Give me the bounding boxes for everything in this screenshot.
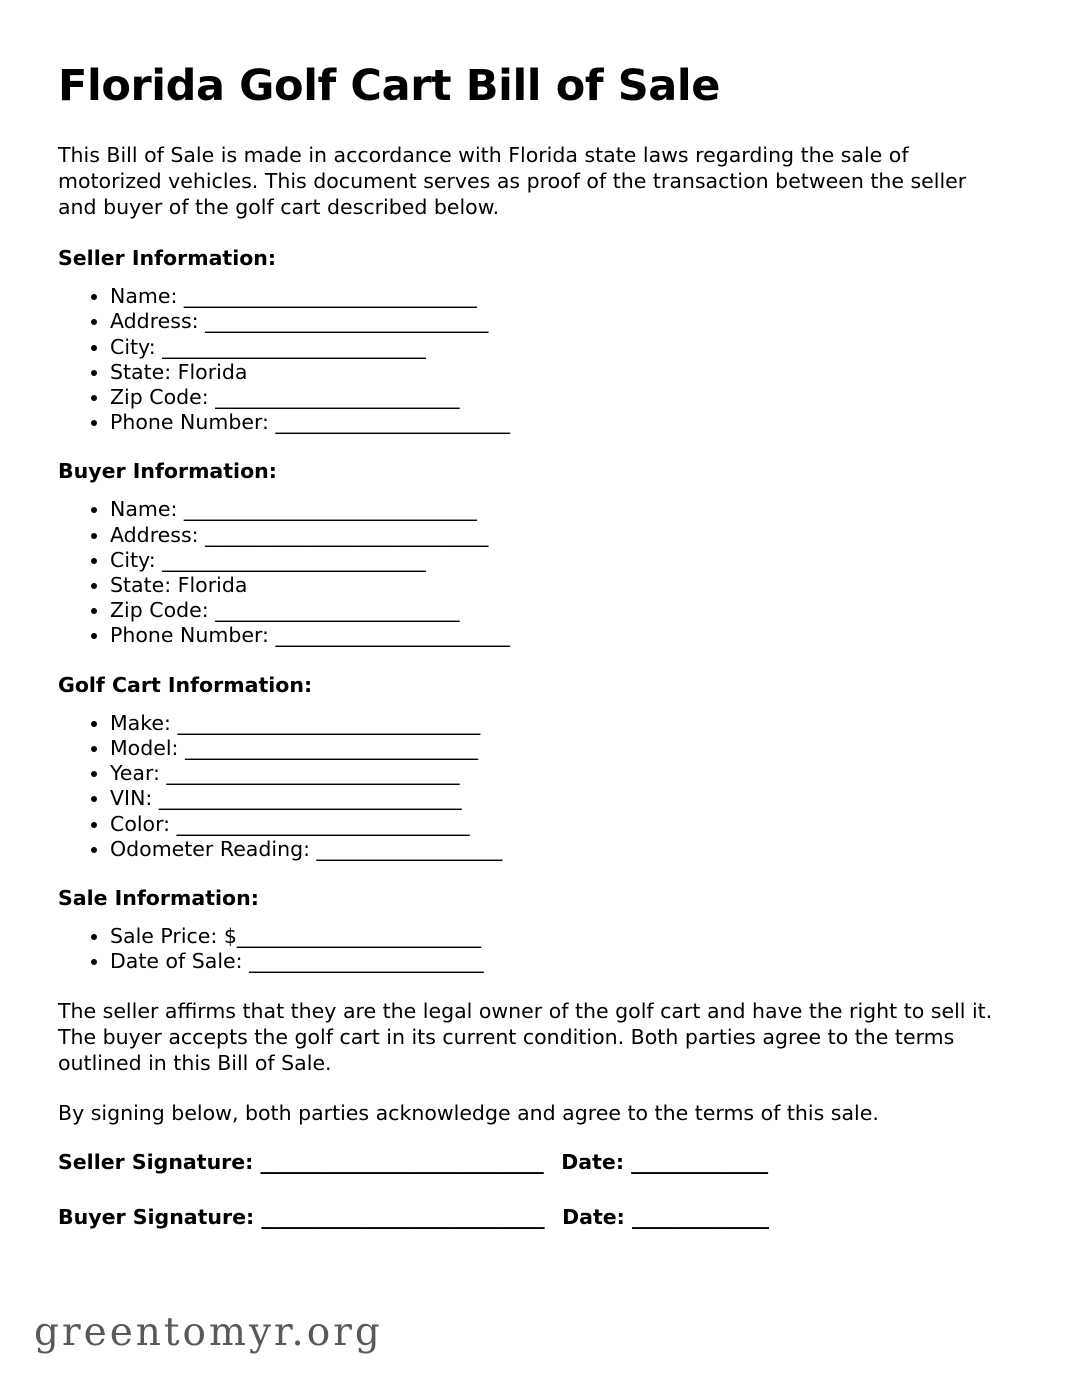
sale-information-heading: Sale Information: [58, 885, 259, 910]
field-blank[interactable]: _____________________________ [205, 522, 488, 547]
seller-signature-label: Seller Signature: [58, 1150, 261, 1175]
list-item [110, 786, 1013, 811]
list-item [110, 497, 1013, 522]
field-label: Name: [110, 284, 184, 309]
field-label: State: Florida [110, 573, 248, 598]
field-blank[interactable]: _________________________ [215, 598, 459, 623]
acknowledgement-paragraph: By signing below, both parties acknowledge and agree to the terms of this sale. [58, 1101, 879, 1126]
list-item [110, 949, 1013, 974]
list-item [110, 711, 1013, 736]
list-item [110, 623, 1013, 648]
buyer-signature-blank[interactable]: _____________________________ [261, 1205, 545, 1230]
field-label: City: [110, 547, 163, 572]
buyer-date-blank[interactable]: ______________ [632, 1205, 769, 1230]
field-label: Year: [110, 761, 167, 786]
list-item [110, 924, 1013, 949]
list-item [110, 309, 1013, 334]
field-label: Zip Code: [110, 598, 216, 623]
buyer-signature-label: Buyer Signature: [58, 1205, 262, 1230]
field-blank[interactable]: ___________________________ [162, 547, 426, 572]
buyer-date-label: Date: [562, 1205, 633, 1230]
field-label: Odometer Reading: [110, 836, 317, 861]
list-item [110, 385, 1013, 410]
field-label: Zip Code: [110, 385, 216, 410]
field-blank[interactable]: ___________________________ [162, 334, 426, 359]
field-label: Color: [110, 811, 177, 836]
list-item [110, 837, 1013, 862]
site-watermark: greentomyr.org [34, 1310, 383, 1355]
field-label: Address: [110, 522, 206, 547]
field-blank[interactable]: ______________________________ [176, 811, 470, 836]
list-item [110, 284, 1013, 309]
buyer-information-heading: Buyer Information: [58, 459, 277, 484]
seller-date-label: Date: [561, 1150, 632, 1175]
field-label: Phone Number: [110, 623, 276, 648]
list-item [110, 598, 1013, 623]
field-blank[interactable]: ______________________________ [166, 761, 459, 786]
intro-paragraph: This Bill of Sale is made in accordance with Florida state laws regarding the sale of motorized vehicles. This document serves as proof of the transaction between the seller and buyer of the golf cart described below. [58, 143, 967, 220]
list-item [110, 410, 1013, 435]
sale-field-list [58, 924, 1013, 974]
list-item [110, 573, 1013, 598]
field-blank[interactable]: _________________________ [215, 385, 459, 410]
affirmation-paragraph: The seller affirms that they are the legal owner of the golf cart and have the right to sell it. The buyer accepts the golf cart in its current condition. Both parties agree to the terms outlined in this Bill of Sale. [58, 999, 993, 1076]
seller-date-blank[interactable]: ______________ [631, 1150, 768, 1175]
field-label: State: Florida [110, 359, 248, 384]
field-blank[interactable]: ________________________ [249, 949, 484, 974]
field-label: Sale Price: $ [110, 923, 237, 948]
list-item [110, 523, 1013, 548]
field-blank[interactable]: ______________________________ [183, 284, 477, 309]
signature-block [58, 1150, 1013, 1229]
list-item [110, 548, 1013, 573]
buyer-signature-line [58, 1205, 1013, 1230]
list-item [110, 761, 1013, 786]
field-blank[interactable]: _________________________ [236, 923, 481, 948]
field-blank[interactable]: ________________________ [275, 410, 510, 435]
seller-signature-blank[interactable]: _____________________________ [260, 1150, 544, 1175]
field-blank[interactable]: ________________________ [275, 623, 510, 648]
list-item [110, 736, 1013, 761]
page-title: Florida Golf Cart Bill of Sale [58, 61, 720, 111]
seller-information-heading: Seller Information: [58, 246, 277, 271]
field-label: Name: [110, 497, 184, 522]
seller-field-list [58, 284, 1013, 435]
field-label: Address: [110, 309, 206, 334]
golf-cart-information-heading: Golf Cart Information: [58, 672, 313, 697]
field-label: VIN: [110, 786, 159, 811]
list-item [110, 812, 1013, 837]
field-label: Make: [110, 710, 178, 735]
list-item [110, 360, 1013, 385]
field-blank[interactable]: ___________________ [316, 836, 502, 861]
field-blank[interactable]: ______________________________ [184, 735, 478, 760]
field-blank[interactable]: _____________________________ [205, 309, 488, 334]
seller-signature-line [58, 1150, 1013, 1175]
list-item [110, 335, 1013, 360]
field-blank[interactable]: _______________________________ [177, 710, 480, 735]
field-blank[interactable]: ______________________________ [183, 497, 477, 522]
golf-cart-field-list [58, 711, 1013, 862]
buyer-field-list [58, 497, 1013, 648]
field-label: Date of Sale: [110, 949, 250, 974]
field-label: Phone Number: [110, 410, 276, 435]
field-label: Model: [110, 735, 185, 760]
field-label: City: [110, 334, 163, 359]
field-blank[interactable]: _______________________________ [158, 786, 462, 811]
